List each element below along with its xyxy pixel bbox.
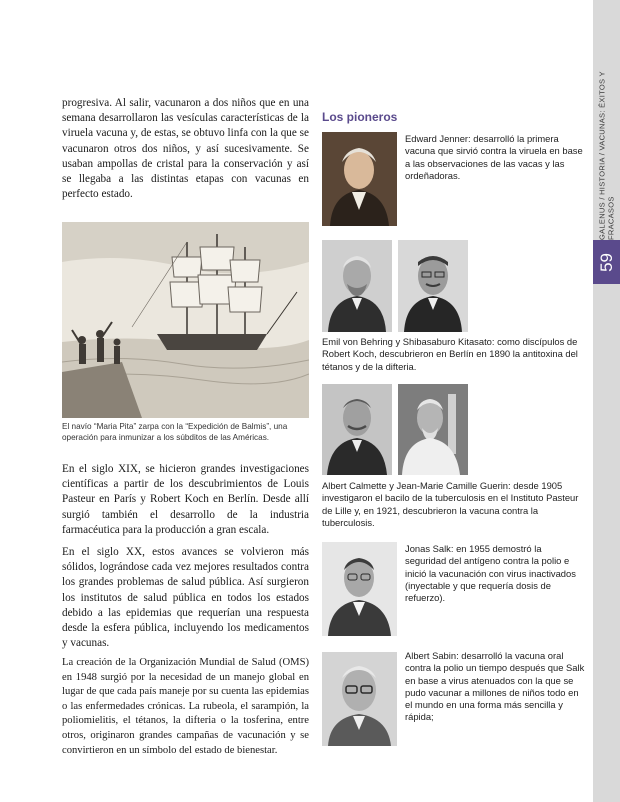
ship-engraving-icon — [62, 222, 309, 418]
portrait-jenner — [322, 132, 397, 226]
paragraph-intro: progresiva. Al salir, vacunaron a dos niños que en una semana desarrollaron las vesículas características de la viruela vacuna y, de estas, se obtuvo linfa con la que se vacunaron otros dos niños, y así sucesivamente. Se usaban ampollas de cristal para la conservación y así se llegaba a las distintas etapas con vacunas en perfecto estado. — [62, 97, 309, 201]
portrait-icon — [398, 384, 468, 475]
page-number-box — [593, 240, 620, 284]
figure-caption: El navío “Maria Pita” zarpa con la “Expedición de Balmis”, una operación para inmunizar a los súbditos de las Américas. — [62, 422, 288, 442]
bio-sabin: Albert Sabin: desarrolló la vacuna oral contra la polio un tiempo después que Salk en base a virus atenuados con la que se pudo vacunar a millones de niños todo en el mundo en una forma más sencilla y rápida; — [405, 650, 585, 723]
portrait-icon — [398, 240, 468, 332]
portrait-icon — [322, 384, 392, 475]
page-number: 59 — [596, 252, 616, 272]
section-title: Los pioneros — [322, 110, 398, 124]
bio-behring-kitasato: Emil von Behring y Shibasaburo Kitasato: como discípulos de Robert Koch, descubrieron en Berlín en 1890 la antitoxina del tétanos y de la difteria. — [322, 336, 578, 372]
portrait-kitasato — [398, 240, 468, 332]
bio-salk: Jonas Salk: en 1955 demostró la seguridad del antígeno contra la polio e inició la vacunación con virus inactivados (inyectable y que requería dosis de refuerzo). — [405, 543, 576, 604]
running-head: GALENUS / HISTORIA / VACUNAS: ÉXITOS Y FRACASOS — [597, 71, 616, 240]
portrait-icon — [322, 542, 397, 636]
paragraph-19th-century: En el siglo XIX, se hicieron grandes investigaciones científicas a partir de los descubrimientos de Louis Pasteur en París y Robert Koch en Berlín. Desde allí surgió también el desarrollo de la industria farmacéutica para la producción a gran escala. — [62, 463, 309, 536]
paragraph-20th-century: En el siglo XX, estos avances se volvieron más sólidos, lográndose cada vez mejores resultados contra los grandes problemas de salud pública. Así surgieron los institutos de salud pública en todos los estados debido a las epidemias que requerían una respuesta desde la esfera pública, incluyendo los medicamentos y vacunas. — [62, 546, 309, 650]
portrait-icon — [322, 240, 392, 332]
portrait-icon — [322, 132, 397, 226]
portrait-guerin — [398, 384, 468, 475]
portrait-calmette — [322, 384, 392, 475]
bio-calmette-guerin: Albert Calmette y Jean-Marie Camille Guerin: desde 1905 investigaron el bacilo de la tuberculosis en el Instituto Pasteur de Lille y, en 1921, descubrieron la vacuna contra la tuberculosis. — [322, 480, 579, 528]
portrait-salk — [322, 542, 397, 636]
ship-illustration — [62, 222, 309, 418]
portrait-sabin — [322, 652, 397, 746]
portrait-icon — [322, 652, 397, 746]
bio-jenner: Edward Jenner: desarrolló la primera vacuna que sirvió contra la viruela en base a las observaciones de las vacas y las ordeñadoras. — [405, 133, 583, 181]
paragraph-oms: La creación de la Organización Mundial de Salud (OMS) en 1948 surgió por la necesidad de un manejo global en lugar de que cada país maneje por su cuenta las epidemias o las enfermedades crónicas. La rubeola, el sarampión, la poliomielitis, el tétanos, la difteria o la tosferina, entre otros, originaron grandes campañas de vacunación y se convirtieron en un símbolo del estado de bienestar. — [62, 657, 309, 756]
portrait-behring — [322, 240, 392, 332]
